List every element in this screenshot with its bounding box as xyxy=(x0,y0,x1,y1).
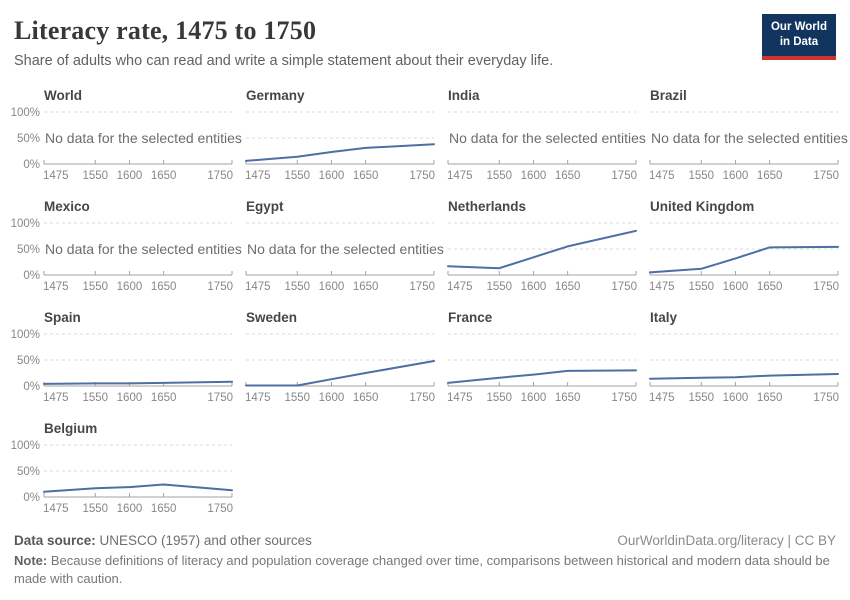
chart-cell-world xyxy=(10,87,242,190)
x-tick-label: 1650 xyxy=(150,280,177,293)
x-tick-label: 1650 xyxy=(150,502,177,515)
chart-title: Mexico xyxy=(44,198,90,214)
y-tick-label: 0% xyxy=(23,491,40,504)
chart-cell-france xyxy=(448,309,636,412)
y-tick-label: 100% xyxy=(10,328,40,341)
no-data-message: No data for the selected entities xyxy=(651,129,848,146)
chart-title: Italy xyxy=(650,309,678,325)
line-chart xyxy=(10,437,233,523)
footer xyxy=(14,533,836,588)
literacy-line xyxy=(650,374,838,379)
x-tick-label: 1600 xyxy=(722,280,749,293)
x-tick-label: 1475 xyxy=(245,391,271,404)
x-tick-label: 1650 xyxy=(554,391,581,404)
literacy-line xyxy=(448,231,636,268)
x-tick-label: 1750 xyxy=(611,391,637,404)
logo-text-line2: in Data xyxy=(779,35,819,48)
x-tick-label: 1600 xyxy=(520,169,547,182)
x-tick-label: 1600 xyxy=(318,169,345,182)
line-chart xyxy=(448,326,636,412)
literacy-line xyxy=(650,247,838,273)
chart-cell-egypt xyxy=(245,198,444,301)
literacy-line xyxy=(448,370,636,383)
x-tick-label: 1550 xyxy=(284,280,311,293)
x-tick-label: 1600 xyxy=(116,280,143,293)
chart-title: India xyxy=(448,87,480,103)
line-chart xyxy=(10,326,233,412)
x-tick-label: 1550 xyxy=(486,280,513,293)
x-tick-label: 1750 xyxy=(207,169,233,182)
chart-title: Netherlands xyxy=(448,198,527,214)
x-tick-label: 1550 xyxy=(284,391,311,404)
x-tick-label: 1475 xyxy=(43,169,69,182)
no-data-message: No data for the selected entities xyxy=(45,240,242,257)
literacy-line xyxy=(246,361,434,386)
x-tick-label: 1650 xyxy=(756,169,783,182)
data-source-text: UNESCO (1957) and other sources xyxy=(95,532,312,548)
header xyxy=(0,0,850,71)
x-tick-label: 1750 xyxy=(813,169,839,182)
x-tick-label: 1475 xyxy=(43,391,69,404)
x-tick-label: 1550 xyxy=(82,502,109,515)
x-tick-label: 1550 xyxy=(486,169,513,182)
line-chart xyxy=(650,326,838,412)
owid-license-link[interactable]: OurWorldinData.org/literacy | CC BY xyxy=(617,532,836,548)
line-chart xyxy=(649,104,848,190)
literacy-line xyxy=(44,382,232,384)
literacy-line xyxy=(246,144,434,161)
x-tick-label: 1600 xyxy=(116,391,143,404)
x-tick-label: 1600 xyxy=(116,502,143,515)
x-tick-label: 1550 xyxy=(486,391,513,404)
chart-cell-sweden xyxy=(246,309,434,412)
y-tick-label: 100% xyxy=(10,439,40,452)
x-tick-label: 1550 xyxy=(284,169,311,182)
chart-title: Brazil xyxy=(650,87,687,103)
x-tick-label: 1650 xyxy=(352,391,379,404)
line-chart xyxy=(448,215,636,301)
x-tick-label: 1750 xyxy=(813,280,839,293)
x-tick-label: 1475 xyxy=(245,280,271,293)
chart-title: World xyxy=(44,87,82,103)
line-chart xyxy=(650,215,838,301)
x-tick-label: 1750 xyxy=(611,280,637,293)
chart-cell-italy xyxy=(650,309,838,412)
chart-title: Belgium xyxy=(44,420,98,436)
footnote xyxy=(14,552,836,588)
y-tick-label: 50% xyxy=(16,243,40,256)
no-data-message: No data for the selected entities xyxy=(247,240,444,257)
x-tick-label: 1750 xyxy=(207,391,233,404)
x-tick-label: 1600 xyxy=(318,391,345,404)
charts-grid xyxy=(10,87,848,523)
chart-cell-spain xyxy=(10,309,233,412)
x-tick-label: 1475 xyxy=(43,502,69,515)
x-tick-label: 1550 xyxy=(82,280,109,293)
x-tick-label: 1475 xyxy=(447,169,473,182)
chart-cell-belgium xyxy=(10,420,233,523)
owid-logo[interactable] xyxy=(762,14,836,60)
chart-cell-netherlands xyxy=(448,198,636,301)
chart-cell-united-kingdom xyxy=(650,198,838,301)
chart-cell-brazil xyxy=(649,87,848,190)
no-data-message: No data for the selected entities xyxy=(449,129,646,146)
x-tick-label: 1550 xyxy=(688,169,715,182)
x-tick-label: 1475 xyxy=(649,280,675,293)
x-tick-label: 1650 xyxy=(150,169,177,182)
no-data-message: No data for the selected entities xyxy=(45,129,242,146)
x-tick-label: 1475 xyxy=(649,391,675,404)
line-chart xyxy=(447,104,646,190)
x-tick-label: 1750 xyxy=(409,280,435,293)
y-tick-label: 0% xyxy=(23,380,40,393)
x-tick-label: 1600 xyxy=(520,391,547,404)
x-tick-label: 1600 xyxy=(722,169,749,182)
x-tick-label: 1650 xyxy=(554,169,581,182)
x-tick-label: 1600 xyxy=(520,280,547,293)
x-tick-label: 1650 xyxy=(756,391,783,404)
y-tick-label: 0% xyxy=(23,269,40,282)
x-tick-label: 1600 xyxy=(116,169,143,182)
x-tick-label: 1750 xyxy=(813,391,839,404)
line-chart xyxy=(246,326,434,412)
x-tick-label: 1650 xyxy=(756,280,783,293)
chart-title: United Kingdom xyxy=(650,198,755,214)
x-tick-label: 1550 xyxy=(82,169,109,182)
x-tick-label: 1750 xyxy=(207,502,233,515)
x-tick-label: 1600 xyxy=(318,280,345,293)
chart-cell-mexico xyxy=(10,198,242,301)
y-tick-label: 50% xyxy=(16,465,40,478)
footnote-text: Because definitions of literacy and population coverage changed over time, comparisons between historical and modern data should be made with caution. xyxy=(14,552,830,586)
y-tick-label: 0% xyxy=(23,158,40,171)
x-tick-label: 1650 xyxy=(352,280,379,293)
x-tick-label: 1475 xyxy=(43,280,69,293)
page-subtitle: Share of adults who can read and write a simple statement about their everyday life. xyxy=(14,52,554,69)
chart-title: Sweden xyxy=(246,309,298,325)
line-chart xyxy=(10,104,242,190)
line-chart xyxy=(10,215,242,301)
x-tick-label: 1475 xyxy=(245,169,271,182)
line-chart xyxy=(245,215,444,301)
chart-title: Germany xyxy=(246,87,305,103)
page-title: Literacy rate, 1475 to 1750 xyxy=(14,16,317,45)
x-tick-label: 1475 xyxy=(447,280,473,293)
chart-cell-germany xyxy=(246,87,434,190)
x-tick-label: 1750 xyxy=(611,169,637,182)
x-tick-label: 1550 xyxy=(82,391,109,404)
x-tick-label: 1750 xyxy=(207,280,233,293)
literacy-line xyxy=(44,484,232,491)
x-tick-label: 1550 xyxy=(688,280,715,293)
logo-text-line1: Our World xyxy=(770,21,827,33)
y-tick-label: 50% xyxy=(16,354,40,367)
chart-title: France xyxy=(448,309,493,325)
x-tick-label: 1550 xyxy=(688,391,715,404)
x-tick-label: 1650 xyxy=(150,391,177,404)
y-tick-label: 100% xyxy=(10,106,40,119)
data-source xyxy=(14,533,312,548)
data-source-label: Data source: xyxy=(14,532,96,548)
line-chart xyxy=(246,104,434,190)
x-tick-label: 1750 xyxy=(409,169,435,182)
x-tick-label: 1475 xyxy=(447,391,473,404)
x-tick-label: 1750 xyxy=(409,391,435,404)
chart-cell-india xyxy=(447,87,646,190)
x-tick-label: 1600 xyxy=(722,391,749,404)
y-tick-label: 50% xyxy=(16,132,40,145)
footnote-label: Note: xyxy=(14,552,48,568)
y-tick-label: 100% xyxy=(10,217,40,230)
x-tick-label: 1650 xyxy=(352,169,379,182)
x-tick-label: 1650 xyxy=(554,280,581,293)
chart-title: Egypt xyxy=(246,198,284,214)
x-tick-label: 1475 xyxy=(649,169,675,182)
chart-title: Spain xyxy=(44,309,81,325)
